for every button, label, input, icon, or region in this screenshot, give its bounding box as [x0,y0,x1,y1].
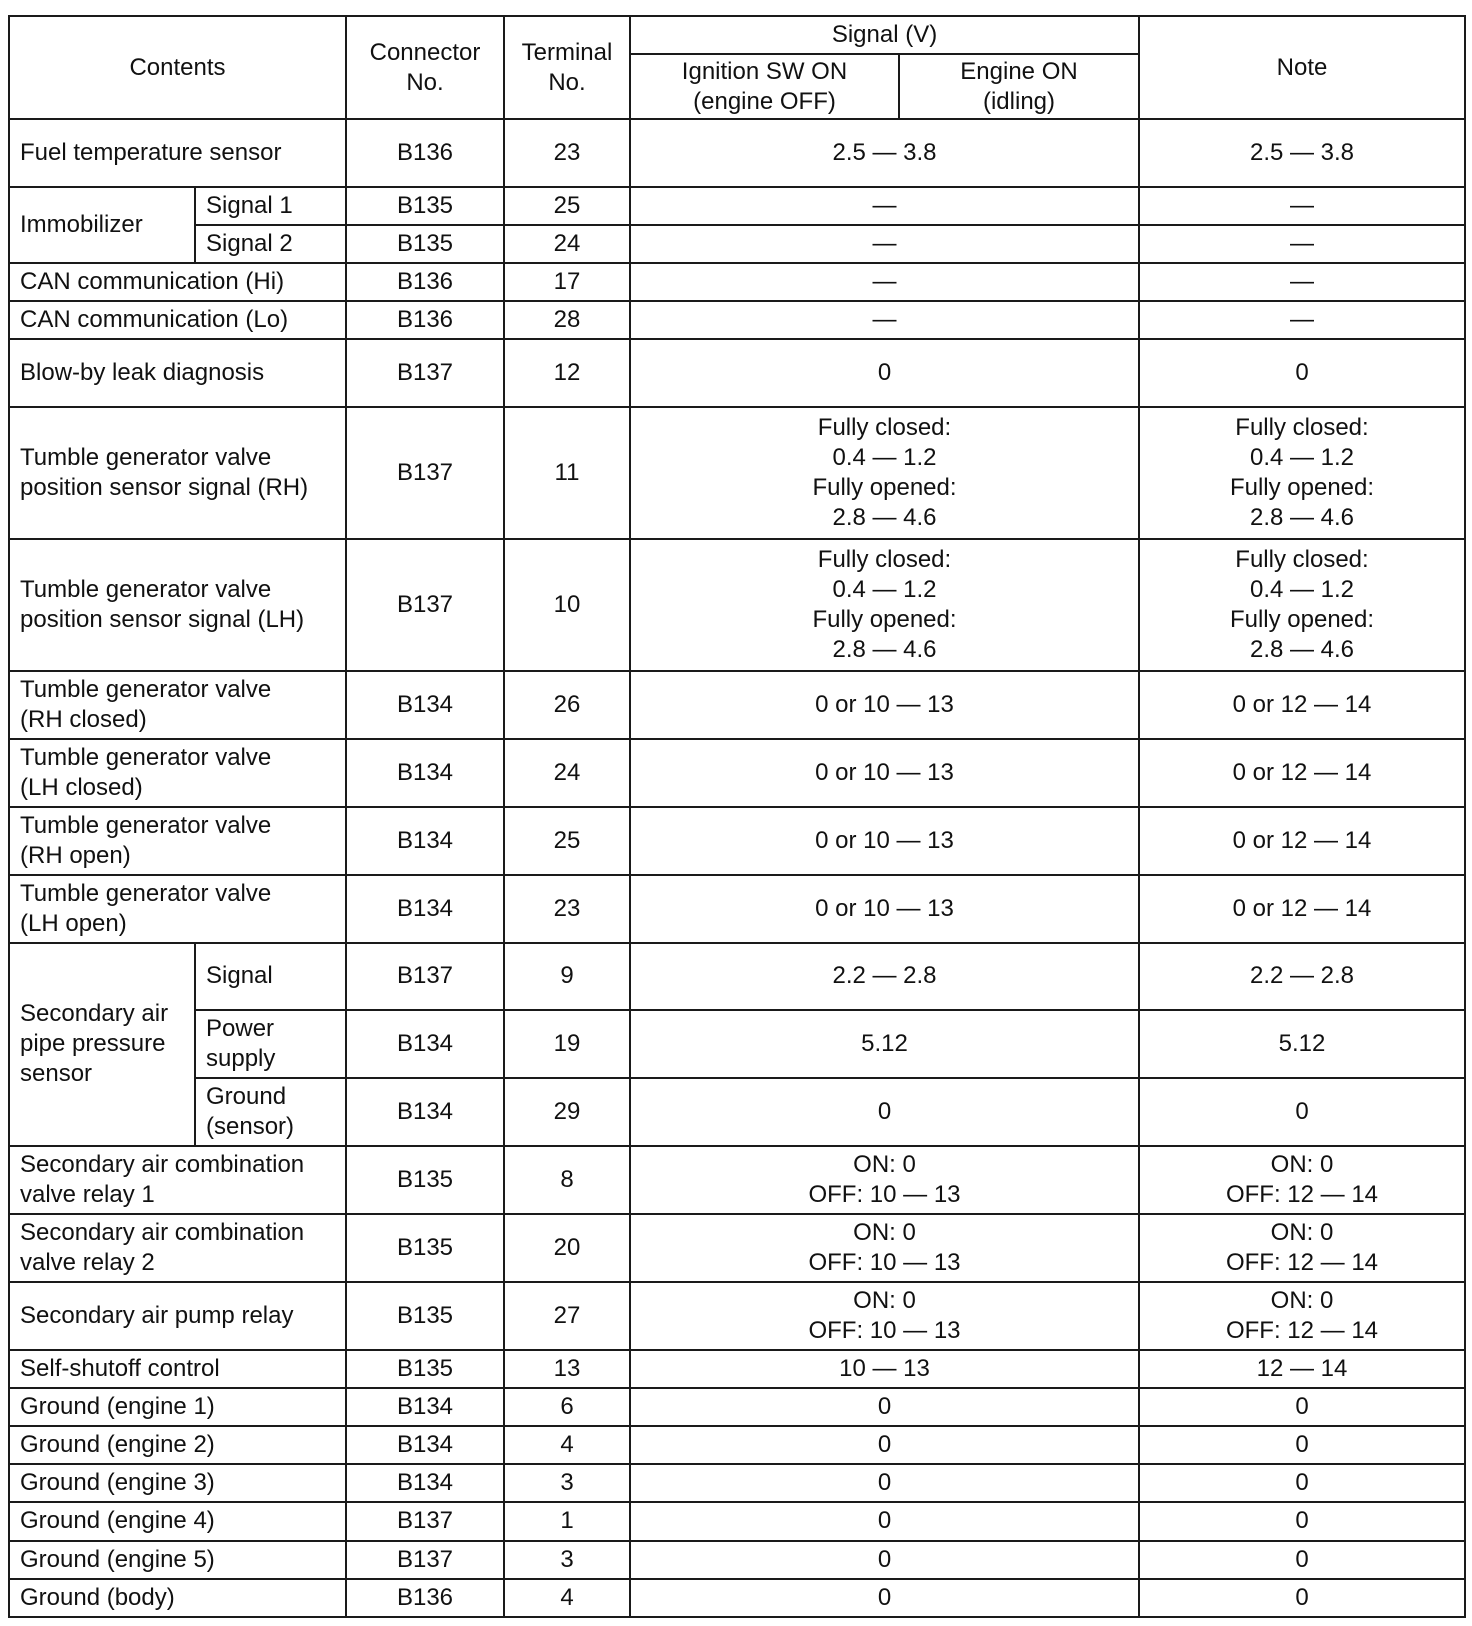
engine-on-cell [1139,225,1465,263]
ignition-sw-on-cell-line: 0 or 10 — 13 [815,894,954,922]
contents-sub-cell [195,187,346,225]
table-row [9,875,1465,943]
ignition-sw-on-cell-line: 0 [877,1098,892,1126]
contents-group-cell [9,943,195,1147]
table-row [9,1282,1465,1350]
ignition-sw-on-cell [630,1541,1139,1579]
contents-cell-line: CAN communication (Hi) [20,268,285,296]
header-row-1 [9,16,1465,54]
table-row [9,1146,1465,1214]
terminal-cell: 12 [504,339,630,407]
ignition-sw-on-cell-line: 2.8 — 4.6 [832,504,937,532]
connector-cell: B134 [346,1426,504,1464]
table-row [9,1464,1465,1502]
connector-cell: B134 [346,807,504,875]
contents-cell-line: (LH open) [20,909,127,937]
contents-sub-cell-line: Ground [206,1083,287,1111]
contents-cell [9,1579,346,1617]
connector-cell: B137 [346,1541,504,1579]
ignition-sw-on-cell [630,739,1139,807]
contents-cell [9,1502,346,1540]
ignition-sw-on-cell [630,671,1139,739]
ignition-sw-on-cell [630,301,1139,339]
engine-on-cell-line: OFF: 12 — 14 [1225,1249,1379,1277]
ignition-sw-on-cell [630,263,1139,301]
contents-sub-cell-line: Signal 1 [206,191,293,219]
contents-cell [9,1146,346,1214]
terminal-cell: 27 [504,1282,630,1350]
table-row [9,943,1465,1011]
table-row [9,187,1465,225]
contents-cell [9,1350,346,1388]
contents-group-cell-line: sensor [20,1060,93,1088]
contents-cell-line: Ground (engine 1) [20,1393,215,1421]
terminal-cell: 6 [504,1388,630,1426]
contents-cell-line: Ground (engine 4) [20,1507,215,1535]
contents-cell-line: (LH closed) [20,773,143,801]
connector-cell: B134 [346,875,504,943]
engine-on-cell-line: 2.8 — 4.6 [1249,635,1355,663]
ignition-sw-on-cell [630,1426,1139,1464]
engine-on-cell [1139,739,1465,807]
table-row [9,1388,1465,1426]
ignition-sw-on-cell [630,875,1139,943]
ignition-sw-on-cell-line: Fully opened: [812,474,957,502]
engine-on-cell [1139,1350,1465,1388]
engine-on-cell-line: Fully closed: [1235,545,1369,573]
table-row [9,539,1465,671]
ignition-sw-on-cell-line: OFF: 10 — 13 [808,1317,961,1345]
contents-cell [9,263,346,301]
terminal-cell: 20 [504,1214,630,1282]
contents-cell-line: Tumble generator valve [20,575,272,603]
ignition-sw-on-cell [630,1579,1139,1617]
ignition-sw-on-cell-line: 0 [877,1393,892,1421]
engine-on-cell-line: ON: 0 [1270,1151,1334,1179]
table-row [9,263,1465,301]
contents-cell [9,739,346,807]
ignition-sw-on-cell-line: 0 [877,1469,892,1497]
terminal-cell: 10 [504,539,630,671]
connector-signal-table [8,15,1466,1618]
ignition-sw-on-cell-line: ON: 0 [853,1287,916,1315]
engine-on-cell-line: ON: 0 [1270,1219,1334,1247]
engine-on-cell-line: 0 [1295,359,1309,387]
ignition-sw-on-cell-line: 0 or 10 — 13 [815,690,954,718]
contents-sub-cell-line: (sensor) [206,1113,295,1141]
engine-on-cell-line: 0 [1295,1431,1309,1459]
connector-cell: B136 [346,301,504,339]
engine-on-cell-line: 0 or 12 — 14 [1232,826,1372,854]
contents-cell [9,1426,346,1464]
ignition-sw-on-cell-line: 5.12 [861,1030,908,1058]
terminal-cell: 29 [504,1078,630,1146]
engine-on-cell-line: — [1290,268,1314,296]
engine-on-cell-line: 2.5 — 3.8 [1249,138,1355,166]
engine-on-cell-line: 2.8 — 4.6 [1249,504,1355,532]
ignition-sw-on-cell [630,339,1139,407]
table-row [9,1010,1465,1078]
terminal-cell: 25 [504,187,630,225]
contents-cell-line: (RH closed) [20,705,147,733]
ignition-sw-on-cell-line: 2.2 — 2.8 [832,962,937,990]
contents-cell [9,1464,346,1502]
contents-cell-line: Tumble generator valve [20,675,272,703]
contents-cell [9,119,346,187]
ignition-sw-on-cell-line: 10 — 13 [839,1355,930,1383]
table-row [9,301,1465,339]
contents-sub-cell [195,1010,346,1078]
engine-on-cell [1139,339,1465,407]
ignition-sw-on-cell-line: — [872,268,897,296]
contents-cell [9,1541,346,1579]
engine-on-cell-line: 0 [1295,1545,1309,1573]
table-row [9,407,1465,539]
engine-on-cell [1139,407,1465,539]
ignition-sw-on-cell [630,1078,1139,1146]
connector-cell: B135 [346,187,504,225]
ignition-sw-on-cell-line: — [872,230,897,258]
engine-on-cell-line: — [1290,230,1314,258]
contents-cell-line: Tumble generator valve [20,444,272,472]
header-connector: Connector No. [346,16,504,119]
contents-cell [9,875,346,943]
terminal-cell: 26 [504,671,630,739]
engine-on-cell-line: 0 [1295,1469,1309,1497]
contents-cell-line: position sensor signal (RH) [20,474,309,502]
contents-cell-line: position sensor signal (LH) [20,605,305,633]
engine-on-cell [1139,1579,1465,1617]
contents-cell [9,1388,346,1426]
contents-sub-cell [195,943,346,1011]
engine-on-cell [1139,539,1465,671]
contents-cell-line: Secondary air combination [20,1219,305,1247]
header-terminal: Terminal No. [504,16,630,119]
contents-group-cell-line: Secondary air [20,1000,169,1028]
header-signal: Signal (V) [630,16,1139,54]
engine-on-cell-line: 0 or 12 — 14 [1232,894,1372,922]
contents-cell-line: Secondary air pump relay [20,1302,294,1330]
ignition-sw-on-cell-line: — [872,191,897,219]
table-row [9,1426,1465,1464]
ignition-sw-on-cell-line: OFF: 10 — 13 [808,1181,961,1209]
contents-sub-cell [195,1078,346,1146]
connector-cell: B136 [346,263,504,301]
contents-cell-line: Blow-by leak diagnosis [20,359,265,387]
engine-on-cell-line: OFF: 12 — 14 [1225,1181,1379,1209]
connector-cell: B134 [346,1464,504,1502]
terminal-cell: 17 [504,263,630,301]
connector-cell: B135 [346,1350,504,1388]
contents-sub-cell-line: Signal 2 [206,230,293,258]
ignition-sw-on-cell-line: ON: 0 [853,1219,916,1247]
engine-on-cell-line: 0 [1295,1583,1309,1611]
ignition-sw-on-cell [630,1350,1139,1388]
connector-cell: B135 [346,1214,504,1282]
engine-on-cell [1139,119,1465,187]
ignition-sw-on-cell-line: 0 or 10 — 13 [815,758,954,786]
engine-on-cell-line: Fully opened: [1229,474,1375,502]
engine-on-cell [1139,1282,1465,1350]
engine-on-cell-line: 0 [1295,1393,1309,1421]
engine-on-cell-line: 0.4 — 1.2 [1249,444,1355,472]
engine-on-cell-line: Fully opened: [1229,605,1375,633]
ignition-sw-on-cell-line: 2.8 — 4.6 [832,635,937,663]
header-engine-on: Engine ON (idling) [899,54,1139,119]
connector-cell: B137 [346,339,504,407]
engine-on-cell [1139,301,1465,339]
ignition-sw-on-cell-line: 0 [877,1583,892,1611]
terminal-cell: 23 [504,875,630,943]
ignition-sw-on-cell-line: OFF: 10 — 13 [808,1249,961,1277]
ignition-sw-on-cell [630,1464,1139,1502]
ignition-sw-on-cell [630,807,1139,875]
table-row [9,807,1465,875]
engine-on-cell-line: ON: 0 [1270,1287,1334,1315]
contents-cell-line: Ground (body) [20,1583,175,1611]
engine-on-cell [1139,1502,1465,1540]
ignition-sw-on-cell [630,1146,1139,1214]
ignition-sw-on-cell-line: — [872,306,897,334]
terminal-cell: 9 [504,943,630,1011]
contents-sub-cell [195,225,346,263]
contents-cell [9,301,346,339]
engine-on-cell [1139,807,1465,875]
engine-on-cell [1139,1010,1465,1078]
engine-on-cell-line: 2.2 — 2.8 [1249,962,1355,990]
table-row [9,739,1465,807]
ignition-sw-on-cell [630,539,1139,671]
terminal-cell: 23 [504,119,630,187]
connector-cell: B135 [346,1146,504,1214]
contents-cell-line: Secondary air combination [20,1151,305,1179]
ignition-sw-on-cell [630,1010,1139,1078]
engine-on-cell-line: 0 [1295,1507,1309,1535]
engine-on-cell-line: 0 [1295,1098,1309,1126]
header-contents: Contents [9,16,346,119]
table-row [9,119,1465,187]
contents-cell-line: Fuel temperature sensor [20,138,282,166]
contents-group-cell-line: pipe pressure [20,1030,166,1058]
engine-on-cell-line: 0 or 12 — 14 [1232,690,1372,718]
contents-cell-line: Tumble generator valve [20,743,272,771]
engine-on-cell-line: 12 — 14 [1256,1355,1348,1383]
connector-cell: B137 [346,407,504,539]
table-row [9,339,1465,407]
terminal-cell: 28 [504,301,630,339]
engine-on-cell-line: Fully closed: [1235,414,1369,442]
ignition-sw-on-cell [630,943,1139,1011]
contents-cell [9,807,346,875]
engine-on-cell [1139,1426,1465,1464]
contents-cell [9,539,346,671]
terminal-cell: 1 [504,1502,630,1540]
ignition-sw-on-cell-line: 0.4 — 1.2 [832,444,937,472]
connector-cell: B134 [346,671,504,739]
terminal-cell: 13 [504,1350,630,1388]
ignition-sw-on-cell-line: ON: 0 [853,1151,916,1179]
connector-cell: B135 [346,225,504,263]
terminal-cell: 3 [504,1541,630,1579]
engine-on-cell-line: — [1290,191,1314,219]
contents-group-cell-line: Immobilizer [20,211,143,239]
table-row [9,1350,1465,1388]
ignition-sw-on-cell-line: Fully opened: [812,605,957,633]
ignition-sw-on-cell [630,187,1139,225]
table-row [9,1078,1465,1146]
engine-on-cell [1139,1388,1465,1426]
ignition-sw-on-cell [630,119,1139,187]
ignition-sw-on-cell-line: 0 [877,1545,892,1573]
ignition-sw-on-cell [630,1282,1139,1350]
contents-cell-line: Tumble generator valve [20,879,272,907]
engine-on-cell-line: 5.12 [1278,1030,1326,1058]
ignition-sw-on-cell [630,1388,1139,1426]
contents-cell [9,339,346,407]
terminal-cell: 3 [504,1464,630,1502]
contents-sub-cell-line: supply [206,1045,276,1073]
engine-on-cell [1139,263,1465,301]
connector-cell: B134 [346,1078,504,1146]
engine-on-cell [1139,1146,1465,1214]
contents-cell-line: CAN communication (Lo) [20,306,289,334]
ignition-sw-on-cell [630,1214,1139,1282]
ignition-sw-on-cell-line: 0 [877,1507,892,1535]
contents-cell-line: valve relay 1 [20,1181,155,1209]
engine-on-cell [1139,875,1465,943]
table-row [9,225,1465,263]
engine-on-cell [1139,1214,1465,1282]
terminal-cell: 4 [504,1579,630,1617]
ignition-sw-on-cell-line: 0 [877,1431,892,1459]
connector-cell: B135 [346,1282,504,1350]
contents-cell-line: Self-shutoff control [20,1355,220,1383]
terminal-cell: 24 [504,739,630,807]
connector-cell: B136 [346,1579,504,1617]
contents-cell-line: Tumble generator valve [20,811,272,839]
contents-cell-line: valve relay 2 [20,1249,155,1277]
contents-cell [9,671,346,739]
table-row [9,1214,1465,1282]
connector-cell: B136 [346,119,504,187]
terminal-cell: 11 [504,407,630,539]
table-row [9,1541,1465,1579]
header-ignition-sw-on: Ignition SW ON (engine OFF) [630,54,899,119]
engine-on-cell-line: 0.4 — 1.2 [1249,575,1355,603]
engine-on-cell-line: — [1290,306,1314,334]
engine-on-cell-line: 0 or 12 — 14 [1232,758,1372,786]
engine-on-cell [1139,671,1465,739]
ignition-sw-on-cell-line: 0.4 — 1.2 [832,575,937,603]
contents-cell-line: Ground (engine 5) [20,1545,215,1573]
contents-cell-line: (RH open) [20,841,131,869]
contents-cell-line: Ground (engine 3) [20,1469,215,1497]
engine-on-cell [1139,943,1465,1011]
terminal-cell: 25 [504,807,630,875]
connector-cell: B134 [346,739,504,807]
engine-on-cell [1139,1541,1465,1579]
ignition-sw-on-cell-line: Fully closed: [817,414,952,442]
connector-cell: B137 [346,539,504,671]
header-note: Note [1139,16,1465,119]
connector-cell: B134 [346,1010,504,1078]
terminal-cell: 19 [504,1010,630,1078]
contents-group-cell [9,187,195,263]
terminal-cell: 4 [504,1426,630,1464]
connector-cell: B137 [346,943,504,1011]
terminal-cell: 8 [504,1146,630,1214]
engine-on-cell-line: OFF: 12 — 14 [1225,1317,1379,1345]
ignition-sw-on-cell-line: Fully closed: [817,545,952,573]
table-body [9,119,1465,1617]
ignition-sw-on-cell-line: 2.5 — 3.8 [832,138,937,166]
engine-on-cell [1139,1078,1465,1146]
connector-cell: B134 [346,1388,504,1426]
table-row [9,671,1465,739]
engine-on-cell [1139,187,1465,225]
ignition-sw-on-cell-line: 0 [877,359,892,387]
contents-cell [9,1214,346,1282]
contents-cell-line: Ground (engine 2) [20,1431,215,1459]
contents-cell [9,407,346,539]
contents-sub-cell-line: Power [206,1015,275,1043]
terminal-cell: 24 [504,225,630,263]
ignition-sw-on-cell-line: 0 or 10 — 13 [815,826,954,854]
ignition-sw-on-cell [630,225,1139,263]
ignition-sw-on-cell [630,1502,1139,1540]
contents-sub-cell-line: Signal [206,962,273,990]
contents-cell [9,1282,346,1350]
connector-cell: B137 [346,1502,504,1540]
table-row [9,1502,1465,1540]
engine-on-cell [1139,1464,1465,1502]
table-row [9,1579,1465,1617]
ignition-sw-on-cell [630,407,1139,539]
